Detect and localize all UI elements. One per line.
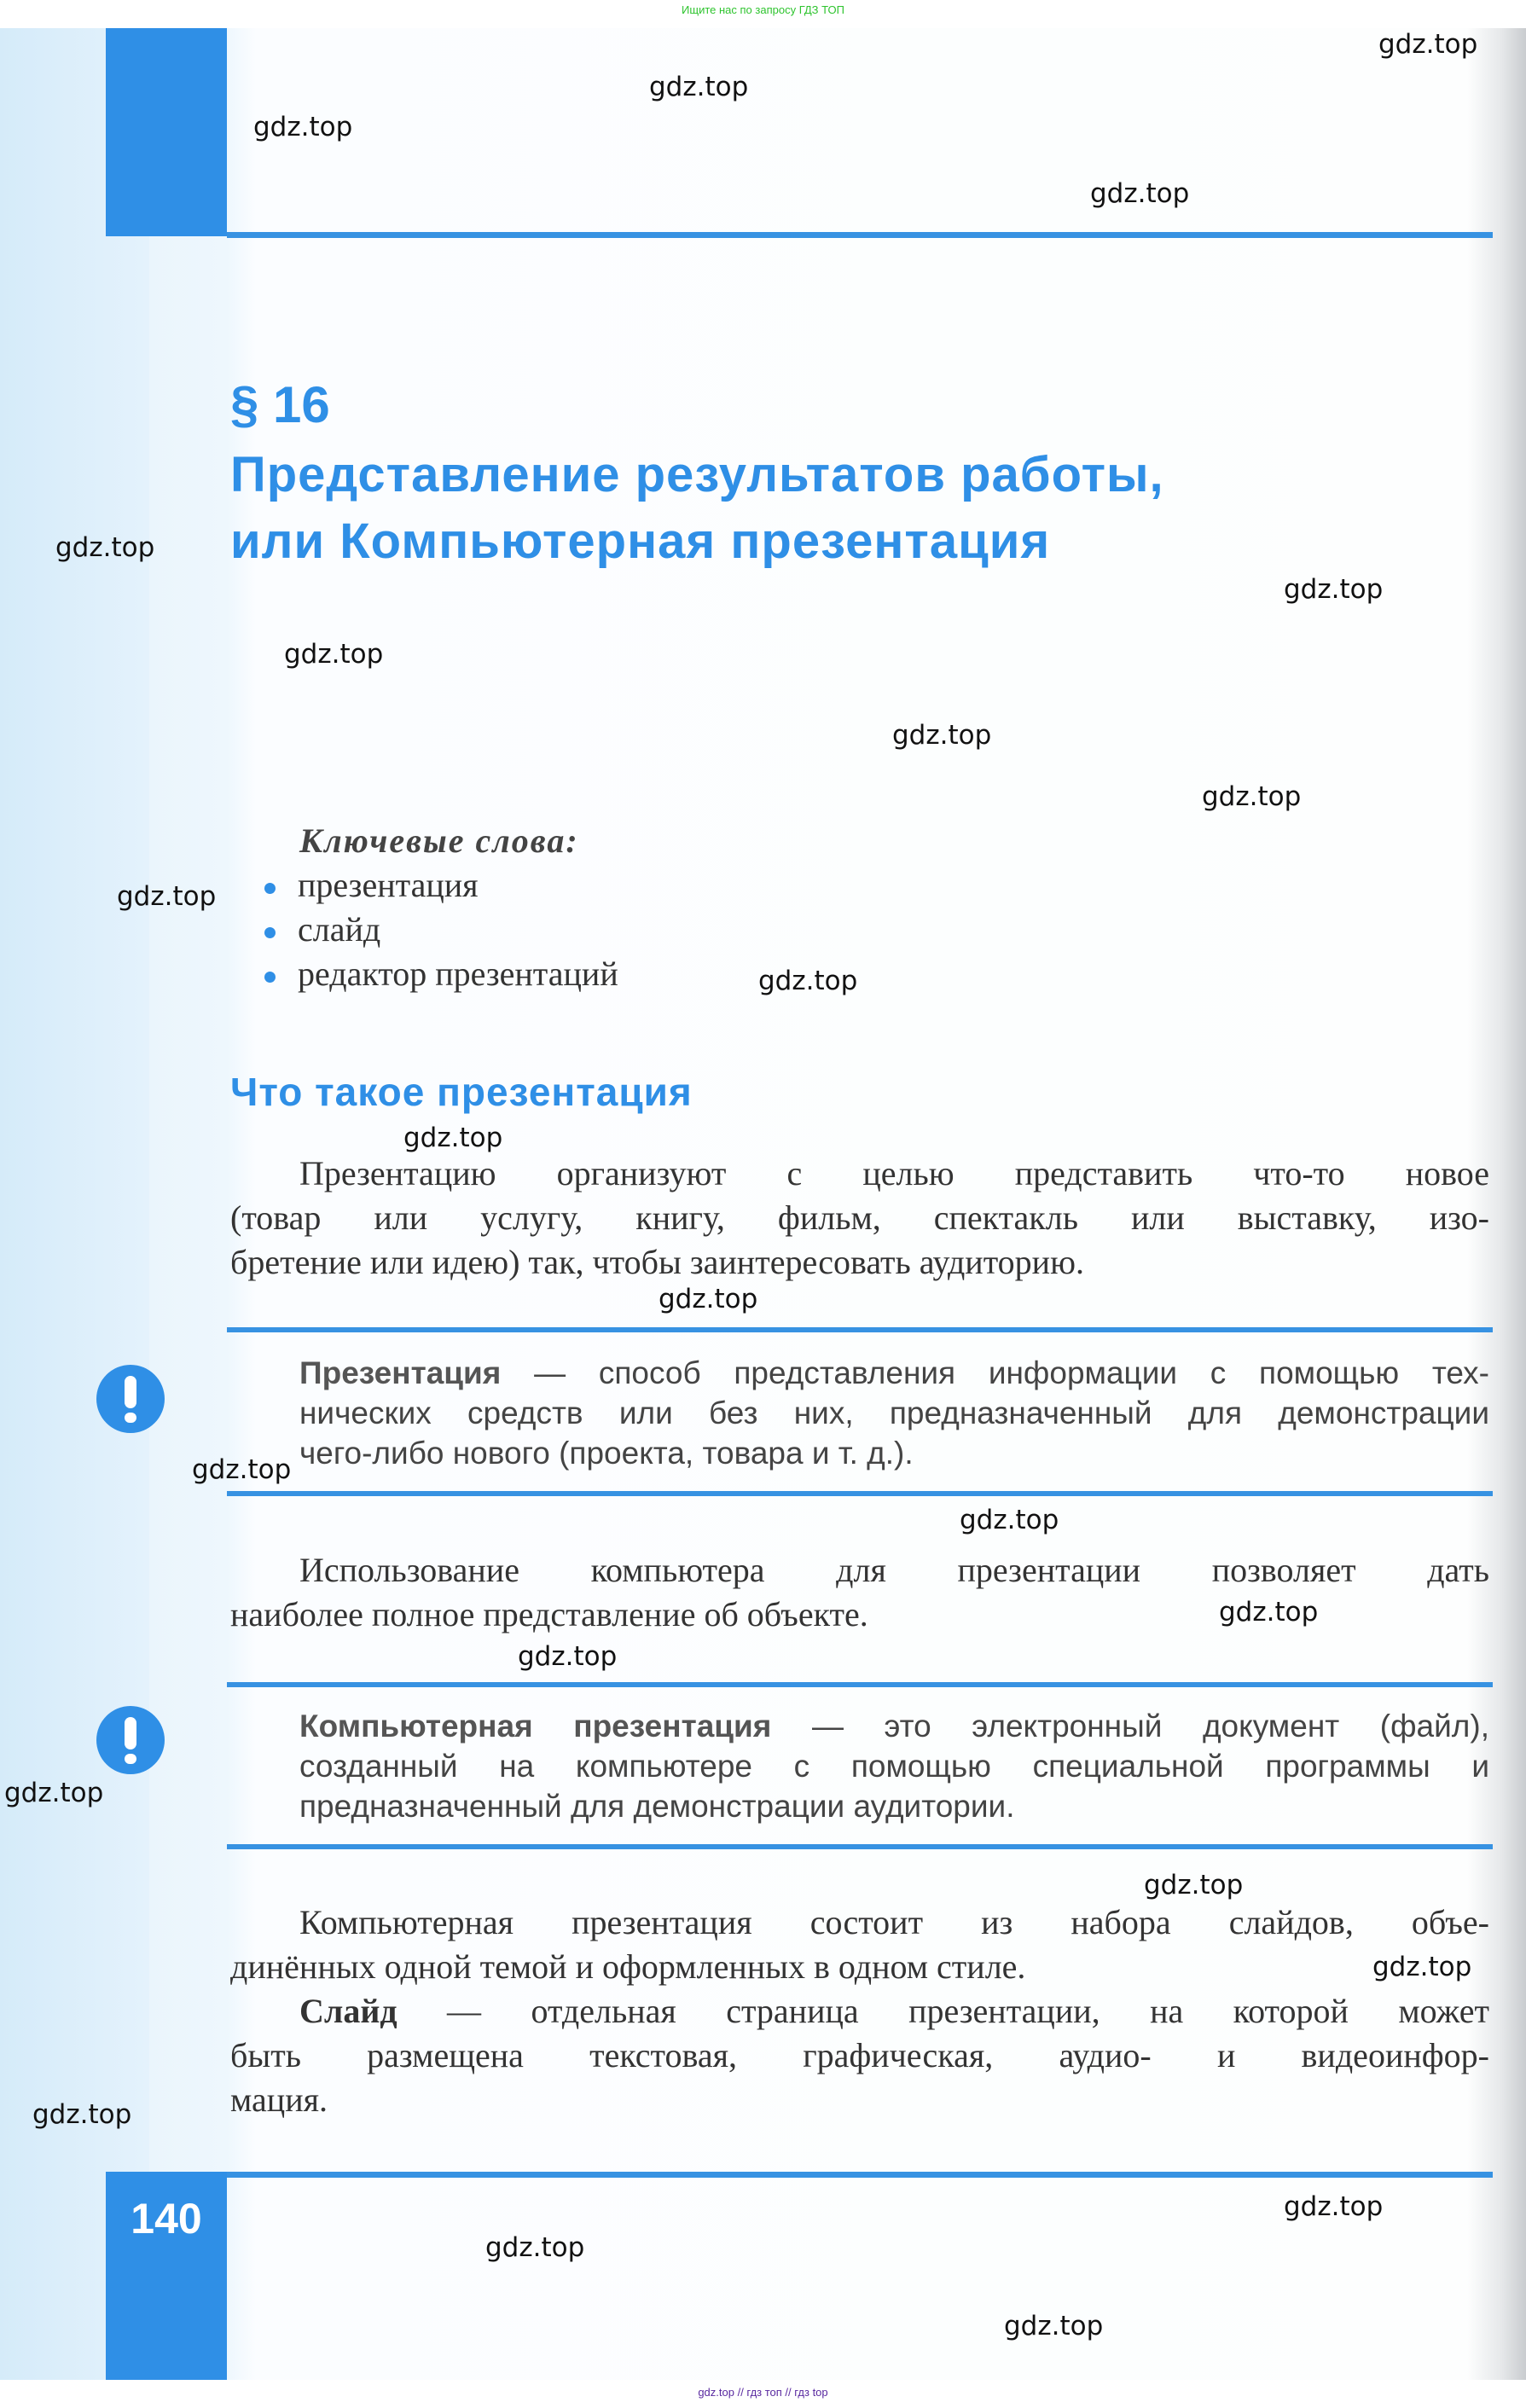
watermark: gdz.top: [192, 1454, 292, 1485]
title-line: или Компьютерная презентация: [230, 514, 1051, 569]
watermark: gdz.top: [649, 72, 749, 102]
watermark: gdz.top: [1219, 1597, 1319, 1628]
paragraph: [230, 1900, 1489, 2122]
watermark: gdz.top: [1090, 178, 1190, 209]
exclamation-icon: [96, 1365, 165, 1433]
watermark: gdz.top: [1202, 781, 1302, 812]
text-line: созданный на компьютере с помощью специальной программы и: [299, 1749, 1489, 1784]
text-line: нических средств или без них, предназначенный для демонстрации: [299, 1395, 1489, 1430]
text-line: — это электронный документ (файл),: [771, 1709, 1489, 1744]
footer-rule: [106, 2172, 1493, 2178]
watermark: gdz.top: [117, 881, 217, 912]
watermark: gdz.top: [32, 2099, 132, 2130]
definition-rule: [227, 1491, 1493, 1496]
text-line: чего-либо нового (проекта, товара и т. д.).: [299, 1436, 914, 1471]
keywords-heading: Ключевые слова:: [299, 821, 579, 860]
text-line: Компьютерная презентация состоит из набора слайдов, объе-: [299, 1903, 1489, 1941]
watermark: gdz.top: [892, 720, 992, 751]
bullet-icon: [264, 883, 276, 894]
keyword-text: редактор презентаций: [298, 954, 618, 993]
watermark: gdz.top: [1144, 1870, 1244, 1900]
text-line: динённых одной темой и оформленных в одном стиле.: [230, 1947, 1026, 1986]
keyword-item: [264, 909, 380, 949]
title-line: Представление результатов работы,: [230, 447, 1164, 502]
watermark: gdz.top: [403, 1123, 503, 1153]
watermark: gdz.top: [758, 966, 858, 996]
section-number: § 16: [230, 376, 330, 433]
definition-rule: [227, 1844, 1493, 1849]
keyword-item: [264, 865, 479, 905]
watermark: gdz.top: [1004, 2311, 1104, 2341]
watermark: gdz.top: [518, 1641, 618, 1672]
left-margin: [0, 28, 149, 2380]
header-rule: [227, 232, 1493, 238]
exclamation-icon: [96, 1706, 165, 1774]
definition-computer-presentation: [299, 1706, 1489, 1826]
subheading: Что такое презентация: [230, 1070, 693, 1114]
watermark: gdz.top: [55, 532, 155, 563]
paragraph: [230, 1152, 1489, 1285]
section-title: [230, 442, 1164, 575]
text-line: бретение или идею) так, чтобы заинтересовать аудиторию.: [230, 1243, 1084, 1281]
watermark: gdz.top: [284, 639, 384, 670]
header-block: [106, 28, 227, 236]
definition-term: Компьютерная презентация: [299, 1709, 772, 1744]
text-line: — способ представления информации с помощью тех-: [501, 1355, 1489, 1390]
text-line: быть размещена текстовая, графическая, аудио- и видеоинфор-: [230, 2036, 1489, 2074]
text-line: — отдельная страница презентации, на которой может: [397, 1992, 1489, 2030]
bullet-icon: [264, 927, 276, 938]
watermark: gdz.top: [1284, 2191, 1384, 2222]
text-line: Использование компьютера для презентации позволяет дать: [299, 1551, 1489, 1589]
text-line: наиболее полное представление об объекте.: [230, 1595, 868, 1633]
text-line: (товар или услугу, книгу, фильм, спектакль или выставку, изо-: [230, 1198, 1489, 1237]
watermark: gdz.top: [960, 1505, 1059, 1535]
watermark: gdz.top: [1372, 1952, 1472, 1982]
text-line: предназначенный для демонстрации аудитории.: [299, 1789, 1015, 1824]
keyword-text: презентация: [298, 866, 479, 904]
bullet-icon: [264, 972, 276, 983]
watermark: gdz.top: [253, 112, 353, 142]
watermark: gdz.top: [4, 1778, 104, 1808]
watermark: gdz.top: [1284, 574, 1384, 605]
watermark: gdz.top: [1378, 29, 1478, 60]
top-note: Ищите нас по запросу ГДЗ ТОП: [682, 3, 844, 16]
keyword-text: слайд: [298, 910, 381, 949]
definition-term: Слайд: [299, 1992, 397, 2030]
bottom-note: gdz.top // гдз топ // гдз top: [698, 2386, 828, 2399]
text-line: Презентацию организуют с целью представить что-то новое: [299, 1154, 1489, 1192]
page-number: 140: [131, 2195, 202, 2243]
definition-rule: [227, 1327, 1493, 1332]
text-line: мация.: [230, 2080, 328, 2119]
definition-rule: [227, 1682, 1493, 1687]
keyword-item: [264, 954, 618, 994]
watermark: gdz.top: [659, 1284, 758, 1314]
definition-term: Презентация: [299, 1355, 502, 1390]
watermark: gdz.top: [485, 2232, 585, 2263]
definition-presentation: [299, 1353, 1489, 1473]
